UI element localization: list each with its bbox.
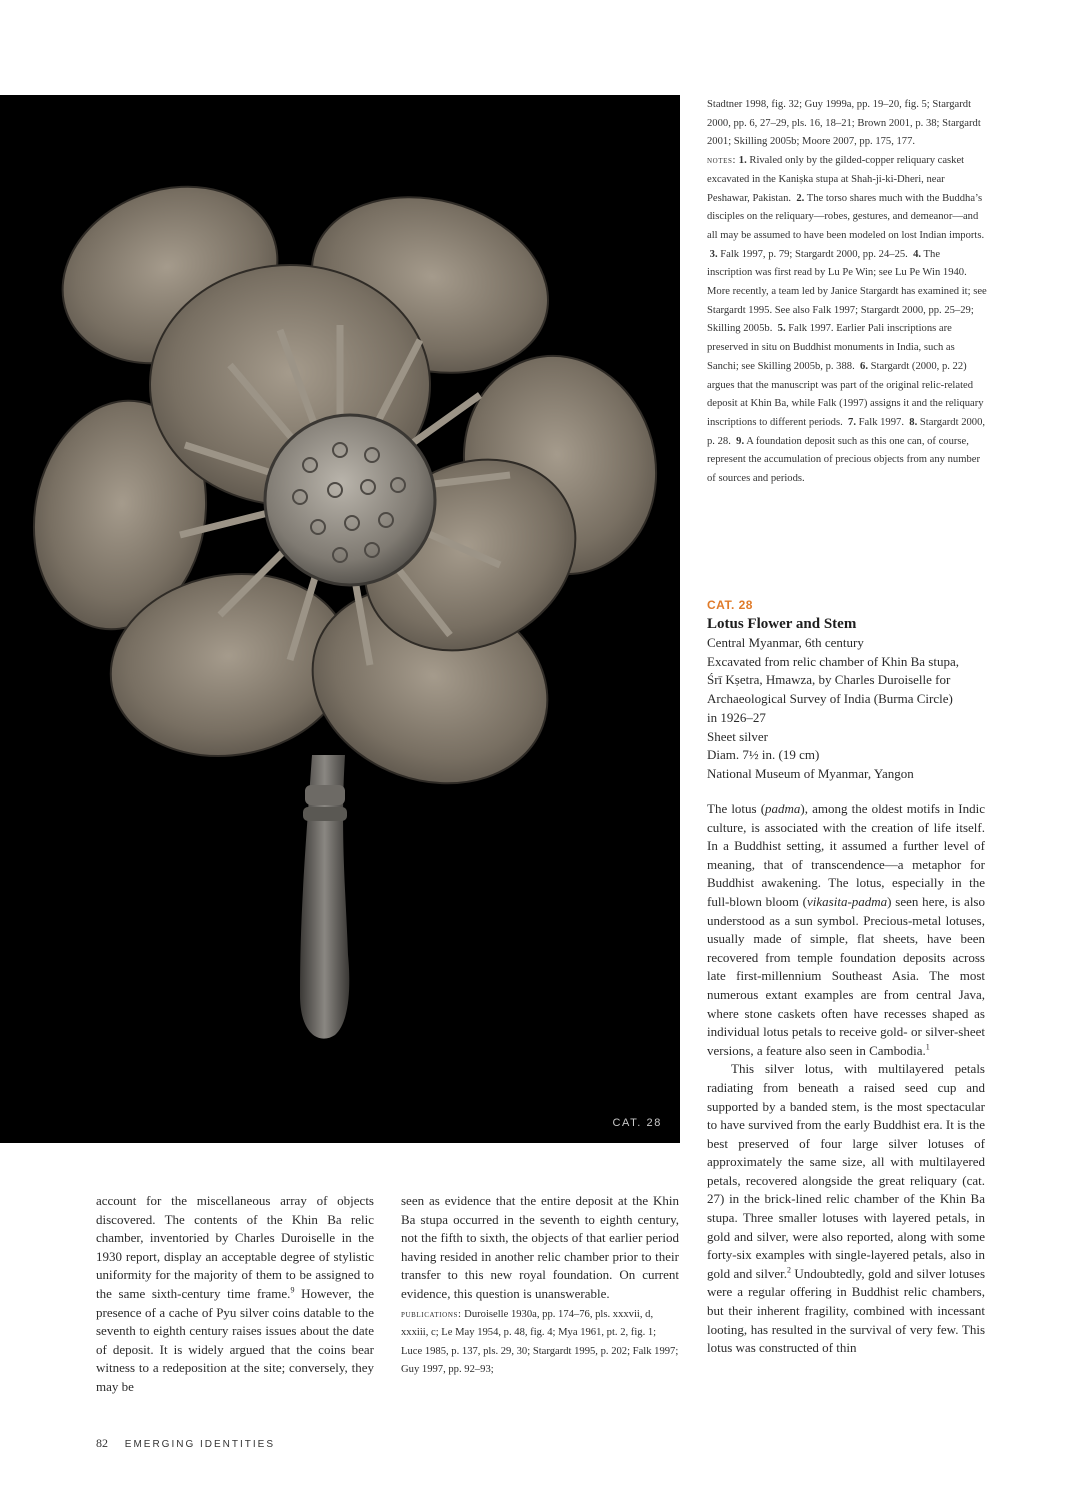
catalog-line: National Museum of Myanmar, Yangon xyxy=(707,765,914,781)
lotus-photograph xyxy=(0,95,680,1143)
body-paragraph: account for the miscellaneous array of objects discovered. The contents of the Khin Ba relic chamber, inventoried by Charles Duroiselle in the 1930 report, display an acceptable degree of stylistic uniformity for the majority of them to be assigned to the same sixth-century time frame.$^9$ However, the presence of a cache of Pyu silver coins datable to the seventh to eighth century raises issues about the date of deposit. It is widely argued that the coins bear witness to a redeposition at the site; conversely, they may be xyxy=(96,1193,374,1394)
page-number: 82 xyxy=(96,1436,108,1450)
notes-column xyxy=(707,96,987,489)
catalog-line: Excavated from relic chamber of Khin Ba stupa, xyxy=(707,653,959,669)
catalog-entry xyxy=(707,597,987,784)
catalog-line: Śrī Kṣetra, Hmawza, by Charles Duroiselle for xyxy=(707,672,951,688)
footnote-ref: 2 xyxy=(787,1265,792,1275)
catalog-metadata xyxy=(707,634,987,784)
note-item: 5. Falk 1997. Earlier Pali inscriptions are preserved in situ on Buddhist monuments in India, such as Sanchi; see Skilling 2005b, p. 388. xyxy=(707,323,955,372)
catalog-label: CAT. 28 xyxy=(707,598,753,612)
footnote-ref: 1 xyxy=(925,1042,930,1052)
publications: publications: Duroiselle 1930a, pp. 174–76, pls. xxxvii, d, xxxiii, c; Le May 1954, p. 48, fig. 4; Mya 1961, pt. 2, fig. 1; Luce 1985, p. 137, pls. 29, 30; Stargardt 1995, p. 202; Falk 1997; Guy 1997, pp. 92–93; xyxy=(401,1308,679,1376)
text-column-left xyxy=(96,1192,374,1397)
notes-label: notes: xyxy=(707,155,737,167)
body-paragraph: seen as evidence that the entire deposit at the Khin Ba stupa occurred in the seventh to eighth century, not the fifth to sixth, the objects of that earlier period having resided in another relic chamber prior to their transfer to this new royal foundation. On current evidence, this question is unanswerable. xyxy=(401,1193,679,1301)
note-item: 4. The inscription was first read by Lu Pe Win; see Lu Pe Win 1940. More recently, a team led by Janice Stargardt has examined it; see Stargardt 1995. See also Falk 1997; Stargardt 2000, pp. 25–29; Skilling 2005b. xyxy=(707,248,987,335)
body-paragraph: This silver lotus, with multilayered petals radiating from beneath a raised seed cup and supported by a banded stem, is the most spectacular to have survived from the early Buddhist era. It is the best preserved of four large silver lotuses of approximately the same size, all with multilayered petals, recovered alongside the great reliquary (cat. 27) in the brick-lined relic chamber of the Khin Ba stupa. Three smaller lotuses with layered petals, in gold and silver, were also reported, along with some forty-six examples with single-layered petals, also in gold and silver.$^2$ Undoubtedly, gold and silver lotuses were a regular offering in Buddhist relic chambers, but their inherent fragility, combined with incessant looting, has resulted in the survival of very few. This lotus was constructed of thin xyxy=(707,1061,986,1356)
catalog-line: Archaeological Survey of India (Burma Circle) xyxy=(707,691,953,707)
text-column-middle xyxy=(401,1192,679,1380)
catalog-line: in 1926–27 xyxy=(707,709,766,725)
catalog-essay xyxy=(707,800,985,1358)
notes-paragraph xyxy=(707,152,987,489)
footnote-ref: 9 xyxy=(290,1285,295,1295)
catalog-title: Lotus Flower and Stem xyxy=(707,616,857,632)
body-paragraph: The lotus (padma), among the oldest motifs in Indic culture, is associated with the creation of life itself. In a Buddhist setting, it assumed a further level of meaning, that of transcendence—a metaphor for Buddhist awakening. The lotus, especially in the full-blown bloom (vikasita-padma) seen here, is also understood as a sun symbol. Precious-metal lotuses, usually made of simple, flat sheets, have been recovered from temple foundation deposits across late first-millennium Southeast Asia. The most numerous extant examples are from central Java, where stone caskets often have recesses shaped as individual lotus petals to receive gold- or silver-sheet versions, a feature also seen in Cambodia.$^1$ xyxy=(707,801,985,1058)
page-footer xyxy=(96,1436,275,1451)
photo-caption: CAT. 28 xyxy=(612,1117,662,1129)
running-head: EMERGING IDENTITIES xyxy=(124,1439,276,1450)
lotus-flower-icon xyxy=(0,95,680,1143)
note-item: 3. Falk 1997, p. 79; Stargardt 2000, pp. 24–25. xyxy=(709,248,908,260)
note-item: 8. Stargardt 2000, p. 28. xyxy=(707,416,986,447)
references-continued: Stadtner 1998, fig. 32; Guy 1999a, pp. 19–20, fig. 5; Stargardt 2000, pp. 6, 27–29, pls. 16, 18–21; Brown 2001, p. 38; Stargardt 2001; Skilling 2005b; Moore 2007, pp. 175, 177. xyxy=(707,99,981,148)
publications-label: publications: xyxy=(401,1308,462,1320)
note-item: 9. A foundation deposit such as this one can, of course, represent the accumulation of precious objects from any number of sources and periods. xyxy=(707,435,980,485)
note-item: 2. The torso shares much with the Buddha’s disciples on the reliquary—robes, gestures, and demeanor—and all may be assumed to have been modeled on lost Indian imports. xyxy=(707,192,985,241)
catalog-line: Central Myanmar, 6th century xyxy=(707,635,864,650)
note-item: 7. Falk 1997. xyxy=(848,416,904,428)
catalog-line: Sheet silver xyxy=(707,728,769,744)
catalog-line: Diam. 7½ in. (19 cm) xyxy=(707,747,820,763)
note-item: 6. Stargardt (2000, p. 22) argues that the manuscript was part of the original relic-related deposit at Khin Ba, while Falk (1997) assigns it and the reliquary inscriptions to different periods. xyxy=(707,360,984,428)
note-item: 1. Rivaled only by the gilded-copper reliquary casket excavated in the Kaniṣka stupa at Shah-ji-ki-Dheri, near Peshawar, Pakistan. xyxy=(707,155,965,204)
